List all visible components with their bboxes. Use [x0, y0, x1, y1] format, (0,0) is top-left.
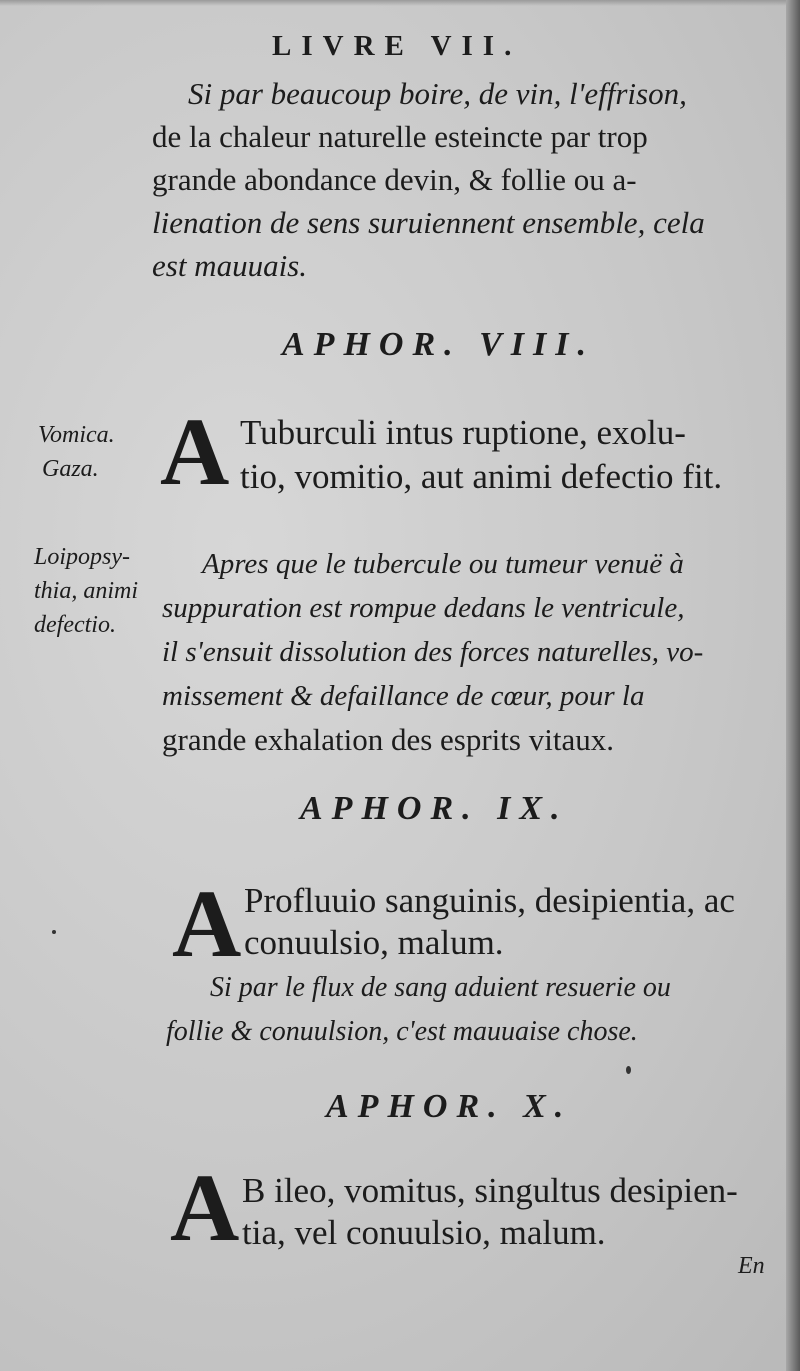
aphorism-heading: APHOR. VIII.	[282, 326, 595, 363]
french-line: follie & conuulsion, c'est mauuaise chose.	[166, 1016, 638, 1047]
latin-line: conuulsio, malum.	[244, 923, 504, 962]
french-line: Apres que le tubercule ou tumeur venuë à	[202, 548, 684, 580]
french-line: grande exhalation des esprits vitaux.	[162, 722, 614, 757]
latin-line: Profluuio sanguinis, desipientia, ac	[244, 881, 735, 920]
french-line: suppuration est rompue dedans le ventricule,	[162, 592, 685, 624]
latin-line: B ileo, vomitus, singultus desipien-	[242, 1171, 738, 1210]
intro-line: grande abondance devin, & follie ou a-	[152, 162, 637, 197]
page-right-edge	[786, 0, 800, 1371]
margin-note-line: Vomica.	[38, 422, 115, 448]
aphorism-heading: APHOR. IX.	[300, 790, 569, 827]
french-translation	[166, 966, 776, 1054]
drop-cap: A	[170, 1154, 240, 1261]
print-speck	[52, 930, 56, 934]
intro-line: est mauuais.	[152, 248, 307, 283]
print-speck	[626, 1066, 631, 1074]
latin-line: tio, vomitio, aut animi defectio fit.	[240, 457, 723, 496]
intro-line: de la chaleur naturelle esteincte par trop	[152, 119, 648, 154]
aphorism-heading: APHOR. X.	[326, 1088, 573, 1125]
page-top-shadow	[0, 0, 800, 6]
latin-line: tia, vel conuulsio, malum.	[242, 1213, 606, 1252]
running-head: LIVRE VII.	[272, 30, 522, 62]
margin-note	[38, 418, 156, 486]
french-line: missement & defaillance de cœur, pour la	[162, 680, 645, 712]
drop-cap: A	[160, 398, 230, 505]
french-line: il s'ensuit dissolution des forces naturelles, vo-	[162, 636, 704, 668]
intro-line: Si par beaucoup boire, de vin, l'effrison,	[188, 76, 687, 111]
margin-note-line: thia, animi	[34, 578, 139, 604]
drop-cap: A	[172, 870, 242, 977]
latin-line: Tuburculi intus ruptione, exolu-	[240, 413, 686, 452]
intro-line: lienation de sens suruiennent ensemble, cela	[152, 205, 705, 240]
margin-note-line: defectio.	[34, 612, 116, 638]
margin-note	[34, 540, 152, 642]
margin-note-line: Gaza.	[42, 456, 99, 482]
margin-note-line: Loipopsy-	[34, 544, 130, 570]
french-translation	[162, 542, 774, 762]
intro-paragraph	[152, 72, 772, 287]
catchword: En	[738, 1253, 765, 1279]
french-line: Si par le flux de sang aduient resuerie ou	[210, 972, 671, 1003]
